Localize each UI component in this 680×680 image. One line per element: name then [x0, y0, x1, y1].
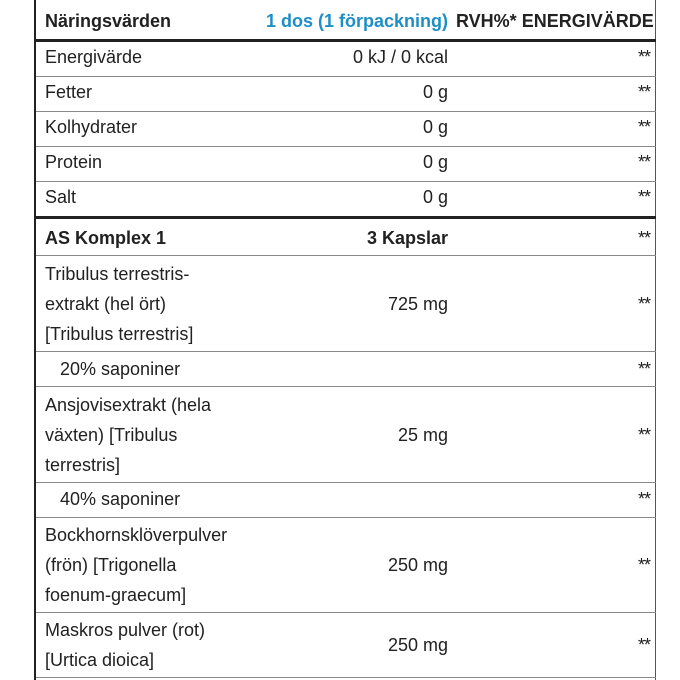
row-rvh: ** [638, 152, 651, 172]
complex-amount: 3 Kapslar [366, 228, 448, 248]
row-amount: 0 g [422, 117, 448, 137]
table-row [36, 352, 656, 387]
row-name: Kolhydrater [45, 117, 138, 137]
nutrition-table [34, 0, 656, 680]
row-amount: 250 mg [387, 555, 448, 575]
row-name: Protein [45, 152, 103, 172]
ingredient-line: Ansjovisextrakt (hela [45, 395, 212, 415]
ingredient-line: Maskros pulver (rot) [45, 620, 206, 640]
complex-rvh: ** [638, 228, 651, 248]
table-row [36, 182, 656, 219]
ingredient-line: [Urtica dioica] [45, 650, 155, 670]
row-amount: 250 mg [387, 635, 448, 655]
table-row [36, 613, 656, 678]
row-name: Energivärde [45, 47, 143, 67]
row-amount: 0 g [422, 82, 448, 102]
header-title: Näringsvärden [45, 11, 172, 31]
ingredient-line: extrakt (hel ört) [45, 294, 167, 314]
header-dose: 1 dos (1 förpackning) [265, 11, 448, 31]
complex-row [36, 219, 656, 256]
row-rvh: ** [638, 82, 651, 102]
table-row [36, 387, 656, 483]
ingredient-line: foenum-graecum] [45, 585, 187, 605]
table-row [36, 112, 656, 147]
table-row [36, 483, 656, 518]
table-header-row [36, 6, 656, 42]
ingredient-line: växten) [Tribulus [45, 425, 178, 445]
ingredient-line: (frön) [Trigonella [45, 555, 177, 575]
row-amount: 0 g [422, 152, 448, 172]
table-row [36, 256, 656, 352]
row-amount: 25 mg [397, 425, 448, 445]
ingredient-line: 40% saponiner [60, 489, 181, 509]
row-rvh: ** [638, 425, 651, 445]
ingredient-line: 20% saponiner [60, 359, 181, 379]
row-rvh: ** [638, 489, 651, 509]
row-amount: 0 kJ / 0 kcal [352, 47, 448, 67]
complex-name: AS Komplex 1 [45, 228, 167, 248]
row-rvh: ** [638, 555, 651, 575]
row-rvh: ** [638, 47, 651, 67]
table-row [36, 147, 656, 182]
row-rvh: ** [638, 359, 651, 379]
ingredient-line: [Tribulus terrestris] [45, 324, 194, 344]
row-rvh: ** [638, 635, 651, 655]
table-row [36, 42, 656, 77]
row-name: Salt [45, 187, 77, 207]
header-rvh: RVH%* ENERGIVÄRDE [456, 11, 654, 31]
row-amount: 0 g [422, 187, 448, 207]
row-rvh: ** [638, 294, 651, 314]
table-row [36, 518, 656, 613]
row-amount: 725 mg [387, 294, 448, 314]
ingredient-line: Tribulus terrestris- [45, 264, 190, 284]
row-name: Fetter [45, 82, 93, 102]
table-row [36, 77, 656, 112]
ingredient-line: terrestris] [45, 455, 121, 475]
row-rvh: ** [638, 117, 651, 137]
ingredient-line: Bockhornsklöverpulver [45, 525, 228, 545]
row-rvh: ** [638, 187, 651, 207]
